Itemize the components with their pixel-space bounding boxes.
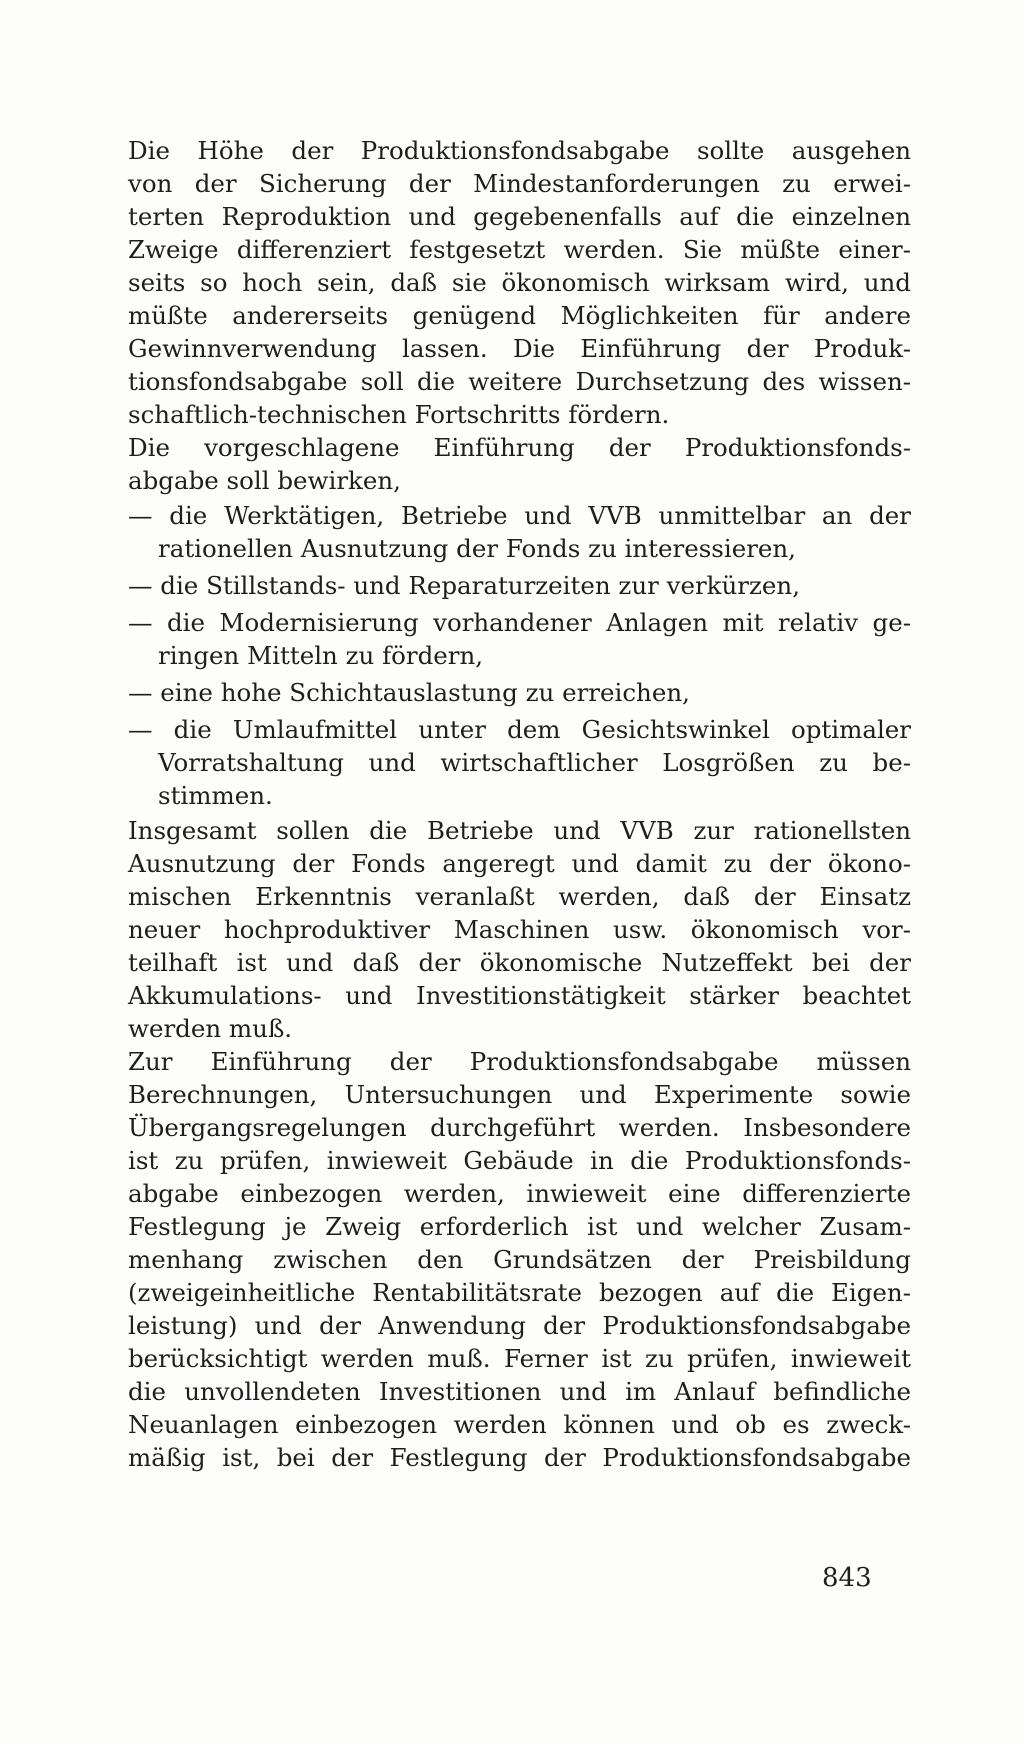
text-line: — die Werktätigen, Betriebe und VVB unmittelbar an der: [128, 501, 911, 530]
text-line: Übergangsregelungen durchgeführt werden. Insbesondere: [128, 1113, 911, 1142]
text-line: abgabe soll bewirken,: [128, 466, 401, 495]
goals-list: [128, 501, 911, 814]
text-line: seits so hoch sein, daß sie ökonomisch wirksam wird, und: [128, 268, 911, 297]
text-line: — die Stillstands- und Reparaturzeiten zur verkürzen,: [128, 571, 800, 600]
text-line: von der Sicherung der Mindestanforderungen zu erwei-: [128, 169, 911, 198]
text-line: berücksichtigt werden muß. Ferner ist zu prüfen, inwieweit: [128, 1344, 911, 1373]
text-line: werden muß.: [128, 1014, 293, 1043]
page-number: 843: [822, 1563, 872, 1593]
text-line: Zweige differenziert festgesetzt werden. Sie müßte einer-: [128, 235, 911, 264]
text-line: abgabe einbezogen werden, inwieweit eine differenzierte: [128, 1179, 911, 1208]
list-item: [128, 501, 911, 567]
text-line: mäßig ist, bei der Festlegung der Produktionsfondsabgabe: [128, 1443, 911, 1472]
page-body: [128, 134, 911, 1474]
text-line: tionsfondsabgabe soll die weitere Durchsetzung des wissen-: [128, 367, 911, 396]
list-item: [128, 715, 911, 814]
text-line: Gewinnverwendung lassen. Die Einführung der Produk-: [128, 334, 911, 363]
text-line: teilhaft ist und daß der ökonomische Nutzeffekt bei der: [128, 948, 911, 977]
text-line: Zur Einführung der Produktionsfondsabgabe müssen: [128, 1047, 911, 1076]
text-line: menhang zwischen den Grundsätzen der Preisbildung: [128, 1245, 911, 1274]
text-line: Vorratshaltung und wirtschaftlicher Losgrößen zu be-: [158, 748, 911, 777]
text-line: Die vorgeschlagene Einführung der Produktionsfonds-: [128, 433, 911, 462]
text-line: terten Reproduktion und gegebenenfalls auf die einzelnen: [128, 202, 911, 231]
list-item: [128, 608, 911, 674]
text-line: leistung) und der Anwendung der Produktionsfondsabgabe: [128, 1311, 911, 1340]
text-line: die unvollendeten Investitionen und im Anlauf befindliche: [128, 1377, 911, 1406]
text-line: Festlegung je Zweig erforderlich ist und welcher Zusam-: [128, 1212, 911, 1241]
list-item: [128, 678, 911, 711]
text-line: schaftlich-technischen Fortschritts fördern.: [128, 400, 670, 429]
paragraph-3: [128, 814, 911, 1045]
text-line: Die Höhe der Produktionsfondsabgabe sollte ausgehen: [128, 136, 911, 165]
list-item: [128, 571, 911, 604]
text-line: Akkumulations- und Investitionstätigkeit stärker beachtet: [128, 981, 911, 1010]
text-line: (zweigeinheitliche Rentabilitätsrate bezogen auf die Eigen-: [128, 1278, 911, 1307]
text-line: — die Modernisierung vorhandener Anlagen mit relativ ge-: [128, 608, 911, 637]
text-line: Berechnungen, Untersuchungen und Experimente sowie: [128, 1080, 911, 1109]
text-line: Neuanlagen einbezogen werden können und ob es zweck-: [128, 1410, 911, 1439]
text-line: Ausnutzung der Fonds angeregt und damit zu der ökono-: [128, 849, 911, 878]
text-line: rationellen Ausnutzung der Fonds zu interessieren,: [158, 534, 796, 563]
text-line: stimmen.: [158, 781, 273, 810]
paragraph-4: [128, 1045, 911, 1474]
text-line: mischen Erkenntnis veranlaßt werden, daß der Einsatz: [128, 882, 911, 911]
text-line: neuer hochproduktiver Maschinen usw. ökonomisch vor-: [128, 915, 911, 944]
paragraph-1: [128, 134, 911, 431]
text-line: — die Umlaufmittel unter dem Gesichtswinkel optimaler: [128, 715, 911, 744]
text-line: ringen Mitteln zu fördern,: [158, 641, 484, 670]
text-line: Insgesamt sollen die Betriebe und VVB zur rationellsten: [128, 816, 911, 845]
text-line: ist zu prüfen, inwieweit Gebäude in die Produktionsfonds-: [128, 1146, 911, 1175]
text-line: müßte andererseits genügend Möglichkeiten für andere: [128, 301, 911, 330]
paragraph-2-intro: [128, 431, 911, 497]
text-line: — eine hohe Schichtauslastung zu erreichen,: [128, 678, 690, 707]
